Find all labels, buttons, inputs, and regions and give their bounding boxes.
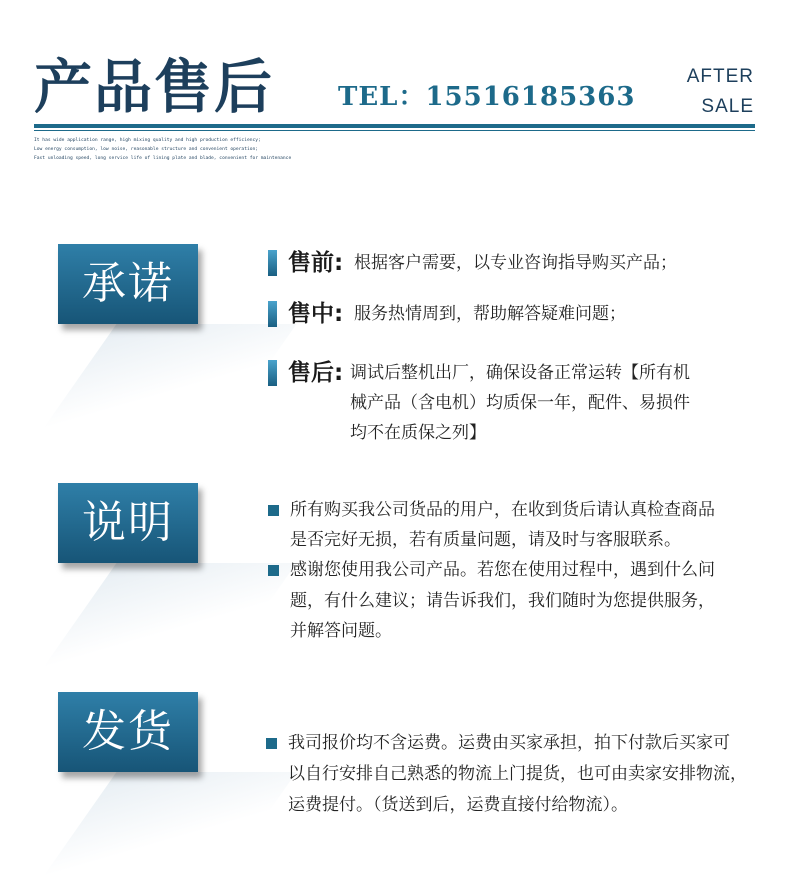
shipping-block [268, 727, 748, 827]
after-sale-label [687, 62, 754, 122]
notes-block [268, 494, 748, 644]
tagline-line2: Low energy consumption, low noise, reasonable structure and convenient operation; [34, 147, 259, 152]
notes-para2-line2: 题，有什么建议；请告诉我们，我们随时为您提供服务， [290, 591, 715, 611]
notes-para1-line2: 是否完好无损，若有质量问题，请及时与客服联系。 [290, 530, 681, 550]
after-sale-line1: AFTER [686, 66, 754, 87]
section-label-promise: 承诺 [58, 244, 198, 324]
promise-text-line2: 械产品（含电机）均质保一年，配件、易损件 [350, 393, 690, 413]
notes-para2-line3: 并解答问题。 [290, 621, 392, 641]
bullet-icon [268, 505, 279, 516]
promise-text-line1: 调试后整机出厂，确保设备正常运转【所有机 [350, 363, 690, 383]
notes-para2-line1: 感谢您使用我公司产品。若您在使用过程中，遇到什么问 [290, 560, 715, 580]
after-sale-line2: SALE [701, 96, 754, 117]
promise-item-presale [268, 246, 748, 280]
promise-item-aftersale [268, 356, 748, 456]
promise-head: 售后: [288, 360, 344, 386]
promise-text: 根据客户需要，以专业咨询指导购买产品； [354, 253, 677, 273]
bullet-icon [266, 738, 277, 749]
phone-number: TEL：15516185363 [338, 82, 636, 112]
shipping-line2: 以自行安排自己熟悉的物流上门提货，也可由卖家安排物流， [288, 764, 747, 784]
bullet-icon [268, 565, 279, 576]
notes-para1-line1: 所有购买我公司货品的用户，在收到货后请认真检查商品 [290, 500, 715, 520]
page-title: 产品售后 [34, 53, 275, 121]
bar-icon [268, 301, 277, 327]
tagline [34, 136, 434, 163]
promise-head: 售中: [288, 301, 344, 327]
header-divider [34, 124, 755, 128]
section-label-notes: 说明 [58, 483, 198, 563]
tagline-line3: Fast unloading speed, long service life of lining plate and blade, convenient for maintenance [34, 156, 292, 161]
header-divider-thin [34, 130, 755, 131]
tagline-line1: It has wide application range, high mixing quality and high production efficiency; [34, 138, 261, 143]
shipping-line1: 我司报价均不含运费。运费由买家承担，拍下付款后买家可 [288, 733, 730, 753]
bar-icon [268, 360, 277, 386]
promise-head: 售前: [288, 250, 344, 276]
bar-icon [268, 250, 277, 276]
shipping-line3: 运费提付。（货送到后，运费直接付给物流）。 [288, 795, 628, 815]
promise-item-insale [268, 297, 748, 331]
promise-text-line3: 均不在质保之列】 [350, 423, 486, 443]
section-label-shipping: 发货 [58, 692, 198, 772]
promise-text: 服务热情周到，帮助解答疑难问题； [354, 304, 626, 324]
